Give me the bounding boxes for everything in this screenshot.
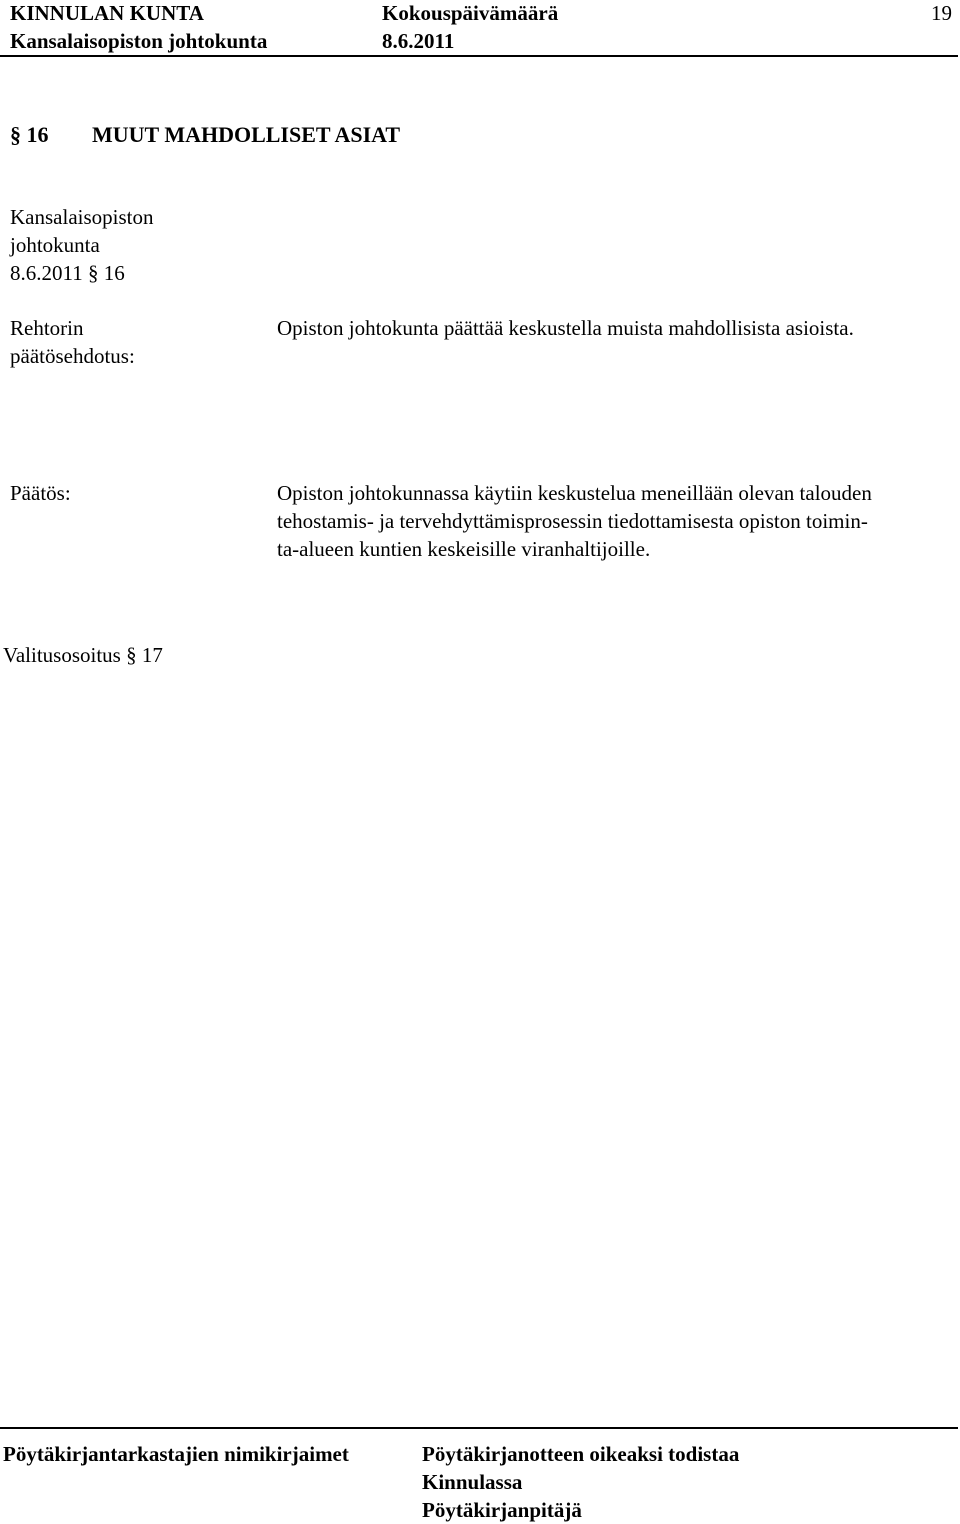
footer-certification-label: Pöytäkirjanotteen oikeaksi todistaa (422, 1442, 740, 1466)
footer-initials-label: Pöytäkirjantarkastajien nimikirjaimet (3, 1442, 349, 1466)
decision-text (277, 479, 957, 563)
section-number: § 16 (10, 122, 49, 147)
decision-text-line-1: Opiston johtokunnassa käytiin keskustelua meneillään olevan talouden (277, 481, 872, 505)
decision-text-line-2: tehostamis- ja tervehdyttämisprosessin tiedottamisesta opiston toimin- (277, 509, 868, 533)
reference-line-2: johtokunta (10, 233, 100, 257)
footer-secretary-label: Pöytäkirjanpitäjä (422, 1498, 582, 1522)
footer-location: Kinnulassa (422, 1470, 523, 1494)
header-meeting-date: 8.6.2011 (382, 29, 455, 53)
header-divider (0, 55, 958, 57)
appeal-reference: Valitusosoitus § 17 (3, 643, 163, 667)
header-date-label: Kokouspäivämäärä (382, 1, 559, 25)
section-heading (10, 121, 400, 149)
decision-text-line-3: ta-alueen kuntien keskeisille viranhaltijoille. (277, 537, 651, 561)
header-organization: KINNULAN KUNTA (10, 1, 204, 25)
decision-label: Päätös: (10, 481, 71, 505)
proposal-text: Opiston johtokunta päättää keskustella muista mahdollisista asioista. (277, 316, 854, 340)
proposal-label-line-2: päätösehdotus: (10, 344, 135, 368)
page-number: 19 (931, 1, 952, 25)
header-board-name: Kansalaisopiston johtokunta (10, 29, 268, 53)
footer-divider (0, 1427, 958, 1429)
reference-line-3: 8.6.2011 § 16 (10, 261, 125, 285)
proposal-label-line-1: Rehtorin (10, 316, 84, 340)
section-title: MUUT MAHDOLLISET ASIAT (92, 122, 401, 147)
reference-line-1: Kansalaisopiston (10, 205, 154, 229)
